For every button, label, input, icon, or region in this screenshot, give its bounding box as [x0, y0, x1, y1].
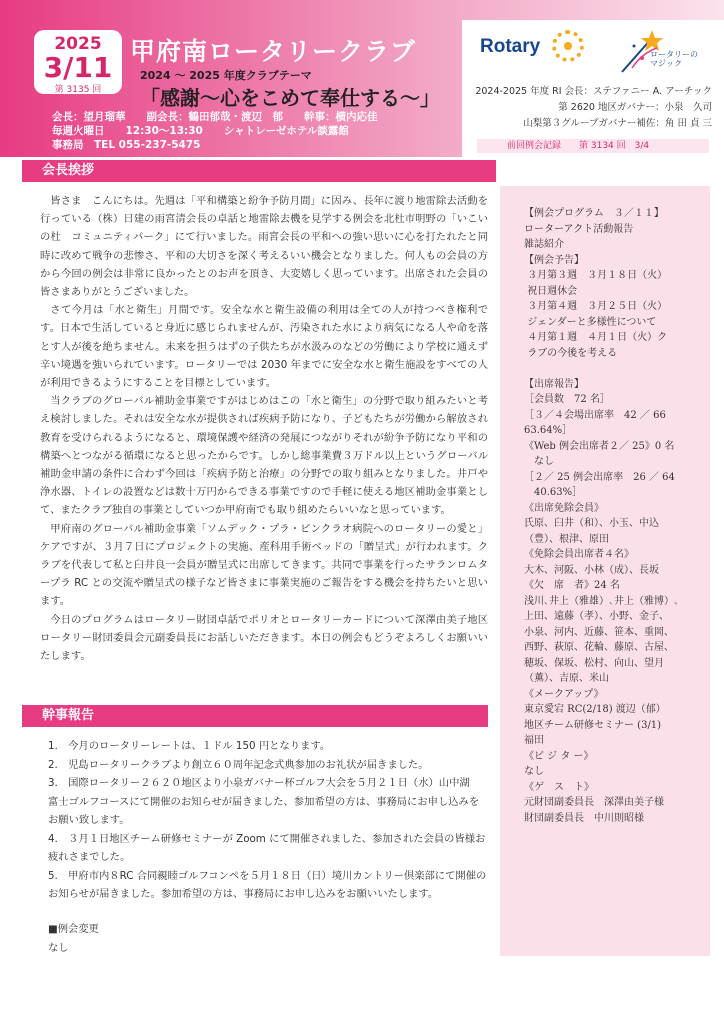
sidebar-line: ジェンダーと多様性について	[524, 316, 657, 328]
sidebar-line: 63.64%］	[524, 425, 573, 436]
sidebar-line: ローターアクト活動報告	[524, 223, 634, 235]
sidebar-line: 祝日週休会	[524, 285, 578, 297]
officer-line: 第 2620 地区ガバナー：小泉 久司	[558, 102, 712, 113]
sidebar-line: ３月第４週 ３月２５日（火）	[524, 301, 668, 312]
sidebar-line: 福田	[524, 735, 544, 746]
meeting-change	[48, 920, 99, 958]
meeting-number: 第 3135 回	[54, 85, 102, 95]
greeting-title: 会長挨拶	[22, 160, 496, 182]
sidebar-line: 上田、遠藤（孝）、小野、金子、	[524, 611, 669, 622]
sidebar-line: 【出席報告】	[524, 378, 584, 390]
club-theme: 「感謝～心をこめて奉仕する～」	[140, 86, 440, 110]
year: 2025	[54, 34, 102, 54]
club-name: 甲府南ロータリークラブ	[130, 37, 417, 66]
paragraph: 皆さま こんにちは。先週は「平和構築と紛争予防月間」に因み、長年に渡り地雷除去活動を行っている（株）日建の雨宮清会長の卓話と地雷除去機を見学する例会を北杜市明野の「いこいの杜 コミュニティパーク」にて行いました。雨宮会長の平和への強い思いに心を打たれたと同時に改めて戦争の悲惨さ、平和の大切さを深く考えるいい機会となりました。何人もの会員の方から今回の例会は非常に良かったとのお声を頂き、大変嬉しく思っています。出席された会員の皆さまありがとうございました。	[40, 195, 488, 299]
sidebar-line: ラブの今後を考える	[524, 347, 618, 359]
sidebar-line: ［３／４会場出席率 42 ／ 66	[524, 409, 666, 421]
sidebar-line: 【例会プログラム ３／１１】	[524, 208, 664, 219]
paragraph: さて今月は「水と衛生」月間です。安全な水と衛生設備の利用は全ての人が持つべき権利です。日本で生活していると身近に感じられませんが、汚染された水により病気になる人や命を落とす人が後を絶ちません。未来を担うはずの子供たちが水汲みのなどの労働により学校に通えず辛い境遇を強いられています。ロータリーでは 2030 年までに安全な水と衛生施設をすべての人が利用できるようにすることを目標としています。	[40, 304, 488, 390]
greeting-body	[40, 192, 488, 665]
paragraph: 当クラブのグローバル補助金事業ですがはじめはこの「水と衛生」の分野で取り組みたいと考え検討しました。それは安全な水が提供されば疾病予防になり、子どもたちが労働から解放され教育を受けられるようになると、環境保護や経済の発展につながりそれが紛争予防になり平和の構築へとつながる循環になると思ったからです。しかし総事業費３万ドル以上というグローバル補助金申請の条件に合わず今回は「疾病予防と治療」の分野での取り組みとなりました。井戸や浄水器、トイレの設置などは数十万円からできる事業ですので手軽に使える地区補助金事業として、またクラブ独自の事業としていつか甲府南でも取り組めたらいいなと思っています。	[40, 395, 488, 517]
sidebar-line: 穂坂、保坂、松村、向山、望月	[524, 657, 664, 669]
sidebar-line: 《ゲ ス ト》	[524, 781, 594, 793]
info-line: 毎週火曜日 12:30～13:30 シャトレーゼホテル談露館	[52, 125, 349, 137]
sidebar-line: 東京愛宕 RC(2/18) 渡辺（郁）	[524, 704, 666, 715]
change-value: なし	[48, 942, 69, 954]
sidebar-line: ［２／ 25 例会出席率 26 ／ 64	[524, 471, 675, 483]
secretary-title: 幹事報告	[22, 705, 488, 727]
sidebar-line: 小泉、河内、近藤、笹本、重岡、	[524, 626, 674, 638]
list-item: 4. ３月１日地区チーム研修セミナーが Zoom にて開催されました、参加された会員の皆様お疲れさまでした。	[48, 832, 486, 863]
secretary-list	[48, 737, 488, 904]
change-title: ■例会変更	[48, 923, 99, 935]
rotary-wheel-icon	[552, 30, 584, 62]
sidebar-line: 西野、萩原、花輪、藤原、古屋、	[524, 642, 674, 653]
sidebar-line: 《出席免除会員》	[524, 502, 604, 514]
sidebar-line	[524, 361, 704, 377]
date: 3/11	[43, 51, 113, 84]
info-line: 事務局 TEL 055-237-5475	[52, 139, 201, 151]
list-item: 1. 今月のロータリーレートは、１ドル 150 円となります。	[48, 740, 331, 752]
sidebar-line: 《Web 例会出席者２／ 25》0 名	[524, 440, 675, 452]
sidebar-line: 40.63%］	[524, 487, 583, 498]
list-item: 2. 児島ロータリークラブより創立６０周年記念式典参加のお礼状が届きました。	[48, 758, 429, 771]
sidebar-line: ４月第１週 ４月１日（火）ク	[524, 332, 668, 343]
magic-text: ロータリーの マジック	[650, 50, 698, 68]
sidebar-line: 氏原、臼井（和）、小玉、中込	[524, 518, 659, 529]
theme-label: 2024 ～ 2025 年度クラブテーマ	[140, 69, 312, 82]
paragraph: 今日のプログラムはロータリー財団卓話でポリオとロータリーカードについて深澤由美子地区ロータリー財団委員会元副委員長にお話しいただきます。本日の例会もどうぞよろしくお願いいたします。	[40, 613, 488, 663]
date-box	[34, 30, 122, 94]
list-item: 5. 甲府市内８RC 合同親睦ゴルフコンペを５月１８日（日）境川カントリー倶楽部にて開催のお知らせが届きました。参加希望の方は、事務局にお申し込みをお願いいたします。	[48, 869, 487, 900]
sidebar-line: ３月第３週 ３月１８日（火）	[524, 270, 668, 281]
sidebar-line: 【例会予告】	[524, 254, 584, 266]
sidebar-line: 《欠 席 者》24 名	[524, 580, 620, 591]
rotary-logo: Rotary	[480, 36, 541, 57]
sidebar-line: ［会員数 72 名］	[524, 394, 610, 405]
sidebar-line: 元財団副委員長 深澤由美子様	[524, 797, 664, 808]
sidebar-line: 《ビ ジ タ ー》	[524, 750, 594, 762]
sidebar-line: （薫）、吉原、米山	[524, 673, 609, 684]
info-line: 会長：望月瑠華 副会長：鶴田郁哉・渡辺 郁 幹事：横内応佳	[52, 111, 378, 123]
club-info	[52, 110, 378, 152]
sidebar-line: （豊）、根津、原田	[524, 533, 609, 545]
sidebar-line: 大木、河阪、小林（成）、長坂	[524, 564, 659, 576]
paragraph: 甲府南のグローバル補助金事業「ソムデック・プラ・ピンクラオ病院へのロータリーの愛と」ケアですが、３月７日にプロジェクトの実施、産科用手術ベッドの「贈呈式」が行われます。クラブを代表して私と臼井良一会員が贈呈式に出席してきます。共同で事業を行ったサランロムタープラ RC との交流や贈呈式の様子など皆さまに事業実施のご報告をする機会を持ちたいと思います。	[40, 522, 488, 608]
sidebar-line: 地区チーム研修セミナー (3/1)	[524, 719, 662, 731]
officers	[475, 84, 712, 132]
officer-line: 山梨第３グループガバナー補佐：角 田 貞 三	[523, 118, 712, 129]
sidebar-line: なし	[524, 766, 544, 777]
sidebar-text	[524, 206, 704, 826]
sidebar-line: 浅川､井上（雅雄）､井上（雅博）､	[524, 595, 679, 607]
sidebar-line: なし	[524, 456, 554, 467]
officer-line: 2024-2025 年度 RI 会長：ステファニー A. アーチック	[475, 86, 712, 97]
previous-record: 前回例会記録 第 3134 回 3/4	[477, 139, 709, 153]
sidebar-line: 《メークアップ》	[524, 688, 604, 700]
sidebar-line: 雑誌紹介	[524, 239, 564, 250]
list-item: 3. 国際ロータリー２６２０地区より小泉ガバナー杯ゴルフ大会を５月２１日（水）山中湖 富士ゴルフコースにて開催のお知らせが届きました、参加希望の方は、事務局にお申し込みをお願い致します。	[48, 777, 480, 826]
sidebar-line: 《免除会員出席者４名》	[524, 549, 634, 560]
sidebar-line: 財団副委員長 中川則昭様	[524, 812, 644, 824]
